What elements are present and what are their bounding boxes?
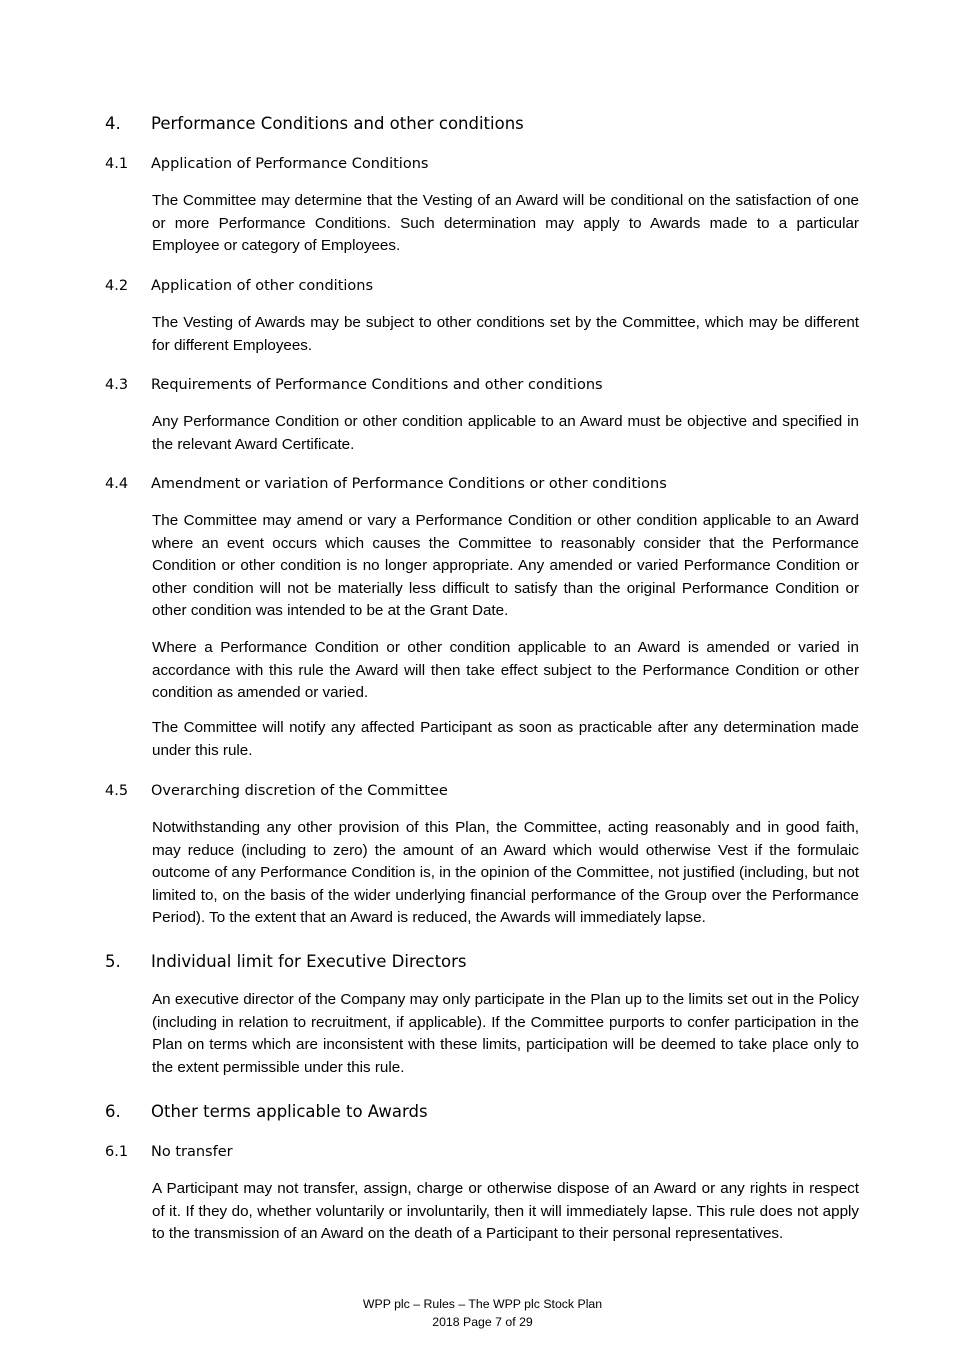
subsection-title: No transfer — [151, 1144, 233, 1160]
subsection-heading-4-1 — [105, 154, 428, 174]
paragraph-6-1: A Participant may not transfer, assign, charge or otherwise dispose of an Award or any rights in respect of it. If they do, whether voluntarily or involuntarily, then it will immediately lapse. This rule does not apply to the transmission of an Award on the death of a Participant to their personal representatives. — [152, 1180, 859, 1243]
subsection-heading-6-1 — [105, 1142, 233, 1162]
section-heading-6 — [105, 1101, 428, 1123]
section-heading-4 — [105, 113, 524, 135]
section-number: 5. — [105, 952, 121, 971]
subsection-heading-4-5 — [105, 781, 448, 801]
section-number: 4. — [105, 114, 121, 133]
paragraph-4-1: The Committee may determine that the Vesting of an Award will be conditional on the satisfaction of one or more Performance Conditions. Such determination may apply to Awards made to a particular Employee or category of Employees. — [152, 192, 859, 255]
paragraph-4-3: Any Performance Condition or other condition applicable to an Award must be objective and specified in the relevant Award Certificate. — [152, 413, 859, 453]
page-footer — [0, 1295, 965, 1331]
section-title: Individual limit for Executive Directors — [151, 952, 467, 971]
section-title: Performance Conditions and other conditions — [151, 114, 524, 133]
subsection-heading-4-4 — [105, 474, 667, 494]
subsection-title: Overarching discretion of the Committee — [151, 783, 448, 799]
subsection-number: 4.4 — [105, 476, 129, 492]
section-title: Other terms applicable to Awards — [151, 1102, 428, 1121]
paragraph-4-2: The Vesting of Awards may be subject to other conditions set by the Committee, which may be different for different Employees. — [152, 314, 859, 354]
subsection-number: 4.3 — [105, 377, 129, 393]
paragraph-4-4-c: The Committee will notify any affected Participant as soon as practicable after any determination made under this rule. — [152, 719, 859, 759]
subsection-number: 4.1 — [105, 156, 129, 172]
subsection-number: 4.5 — [105, 783, 129, 799]
paragraph-5: An executive director of the Company may only participate in the Plan up to the limits set out in the Policy (including in relation to recruitment, if applicable). If the Committee purports to confer participation in the Plan on terms which are inconsistent with these limits, participation will be deemed to take place only to the extent permissible under this rule. — [152, 991, 859, 1076]
subsection-title: Amendment or variation of Performance Conditions or other conditions — [151, 476, 667, 492]
footer-document-title: WPP plc – Rules – The WPP plc Stock Plan — [362, 1297, 603, 1311]
section-heading-5 — [105, 951, 467, 973]
subsection-number: 6.1 — [105, 1144, 129, 1160]
footer-page-number: 2018 Page 7 of 29 — [432, 1315, 533, 1329]
paragraph-4-4-b: Where a Performance Condition or other condition applicable to an Award is amended or varied in accordance with this rule the Award will then take effect subject to the Performance Condition or other condition as amended or varied. — [152, 639, 859, 702]
subsection-heading-4-2 — [105, 276, 373, 296]
subsection-title: Requirements of Performance Conditions and other conditions — [151, 377, 603, 393]
paragraph-4-5: Notwithstanding any other provision of this Plan, the Committee, acting reasonably and in good faith, may reduce (including to zero) the amount of an Award which would otherwise Vest if the formulaic outcome of any Performance Condition is, in the opinion of the Committee, not justified (including, but not limited to, on the basis of the wider underlying financial performance of the Group over the Performance Period). To the extent that an Award is reduced, the Awards will immediately lapse. — [152, 819, 859, 927]
paragraph-4-4-a: The Committee may amend or vary a Performance Condition or other condition applicable to an Award where an event occurs which causes the Committee to reasonably consider that the Performance Condition or other condition is no longer appropriate. Any amended or varied Performance Condition or other condition will not be materially less difficult to satisfy than the original Performance Condition or other condition was intended to be at the Grant Date. — [152, 512, 859, 620]
section-number: 6. — [105, 1102, 121, 1121]
subsection-heading-4-3 — [105, 375, 603, 395]
subsection-title: Application of other conditions — [151, 278, 374, 294]
subsection-title: Application of Performance Conditions — [151, 156, 429, 172]
subsection-number: 4.2 — [105, 278, 129, 294]
